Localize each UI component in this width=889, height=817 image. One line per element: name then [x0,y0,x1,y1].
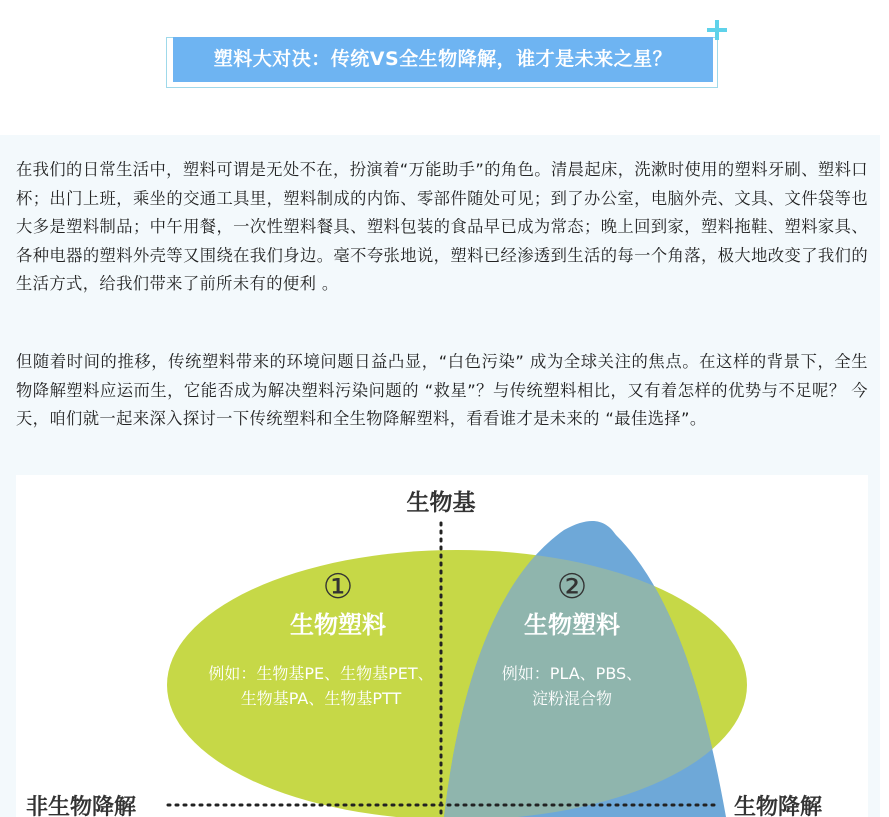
region2-number: ② [556,567,588,607]
region1-number: ① [322,567,354,607]
axis-label-biobased: 生物基 [406,490,476,516]
diagram-svg [16,475,868,817]
paragraph-problem: 但随着时间的推移，传统塑料带来的环境问题日益凸显，“白色污染” 成为全球关注的焦点。在这样的背景下，全生物降解塑料应运而生，它能否成为解决塑料污染问题的 “救星”？与传统塑料相比，又有着怎样的优势与不足呢？ 今天，咱们就一起来深入探讨一下传统塑料和全生物降解塑料，看看谁才是未来的 “最佳选择”。 [16,352,868,428]
region2-example-line2: 淀粉混合物 [531,689,613,708]
axis-label-non-biodegradable: 非生物降解 [26,795,137,817]
region2-title: 生物塑料 [524,611,620,639]
region1-example-line1: 例如：生物基PE、生物基PET、 [208,664,434,683]
plus-decoration-icon [707,20,727,40]
region1-example-line2: 生物基PA、生物基PTT [240,689,402,708]
region1-title: 生物塑料 [290,611,386,639]
axis-label-biodegradable: 生物降解 [734,795,823,817]
paragraph-intro: 在我们的日常生活中，塑料可谓是无处不在，扮演着“万能助手”的角色。清晨起床，洗漱时使用的塑料牙刷、塑料口杯；出门上班，乘坐的交通工具里，塑料制成的内饰、零部件随处可见；到了办公室，电脑外壳、文具、文件袋等也大多是塑料制品；中午用餐，一次性塑料餐具、塑料包装的食品早已成为常态；晚上回到家，塑料拖鞋、塑料家具、各种电器的塑料外壳等又围绕在我们身边。毫不夸张地说，塑料已经渗透到生活的每一个角落，极大地改变了我们的生活方式，给我们带来了前所未有的便利 。 [16,160,868,293]
title-banner [0,0,889,130]
article-title: 塑料大对决：传统VS全生物降解，谁才是未来之星？ [173,37,713,82]
bioplastics-diagram [16,475,868,817]
region2-example-line1: 例如：PLA、PBS、 [501,664,643,683]
